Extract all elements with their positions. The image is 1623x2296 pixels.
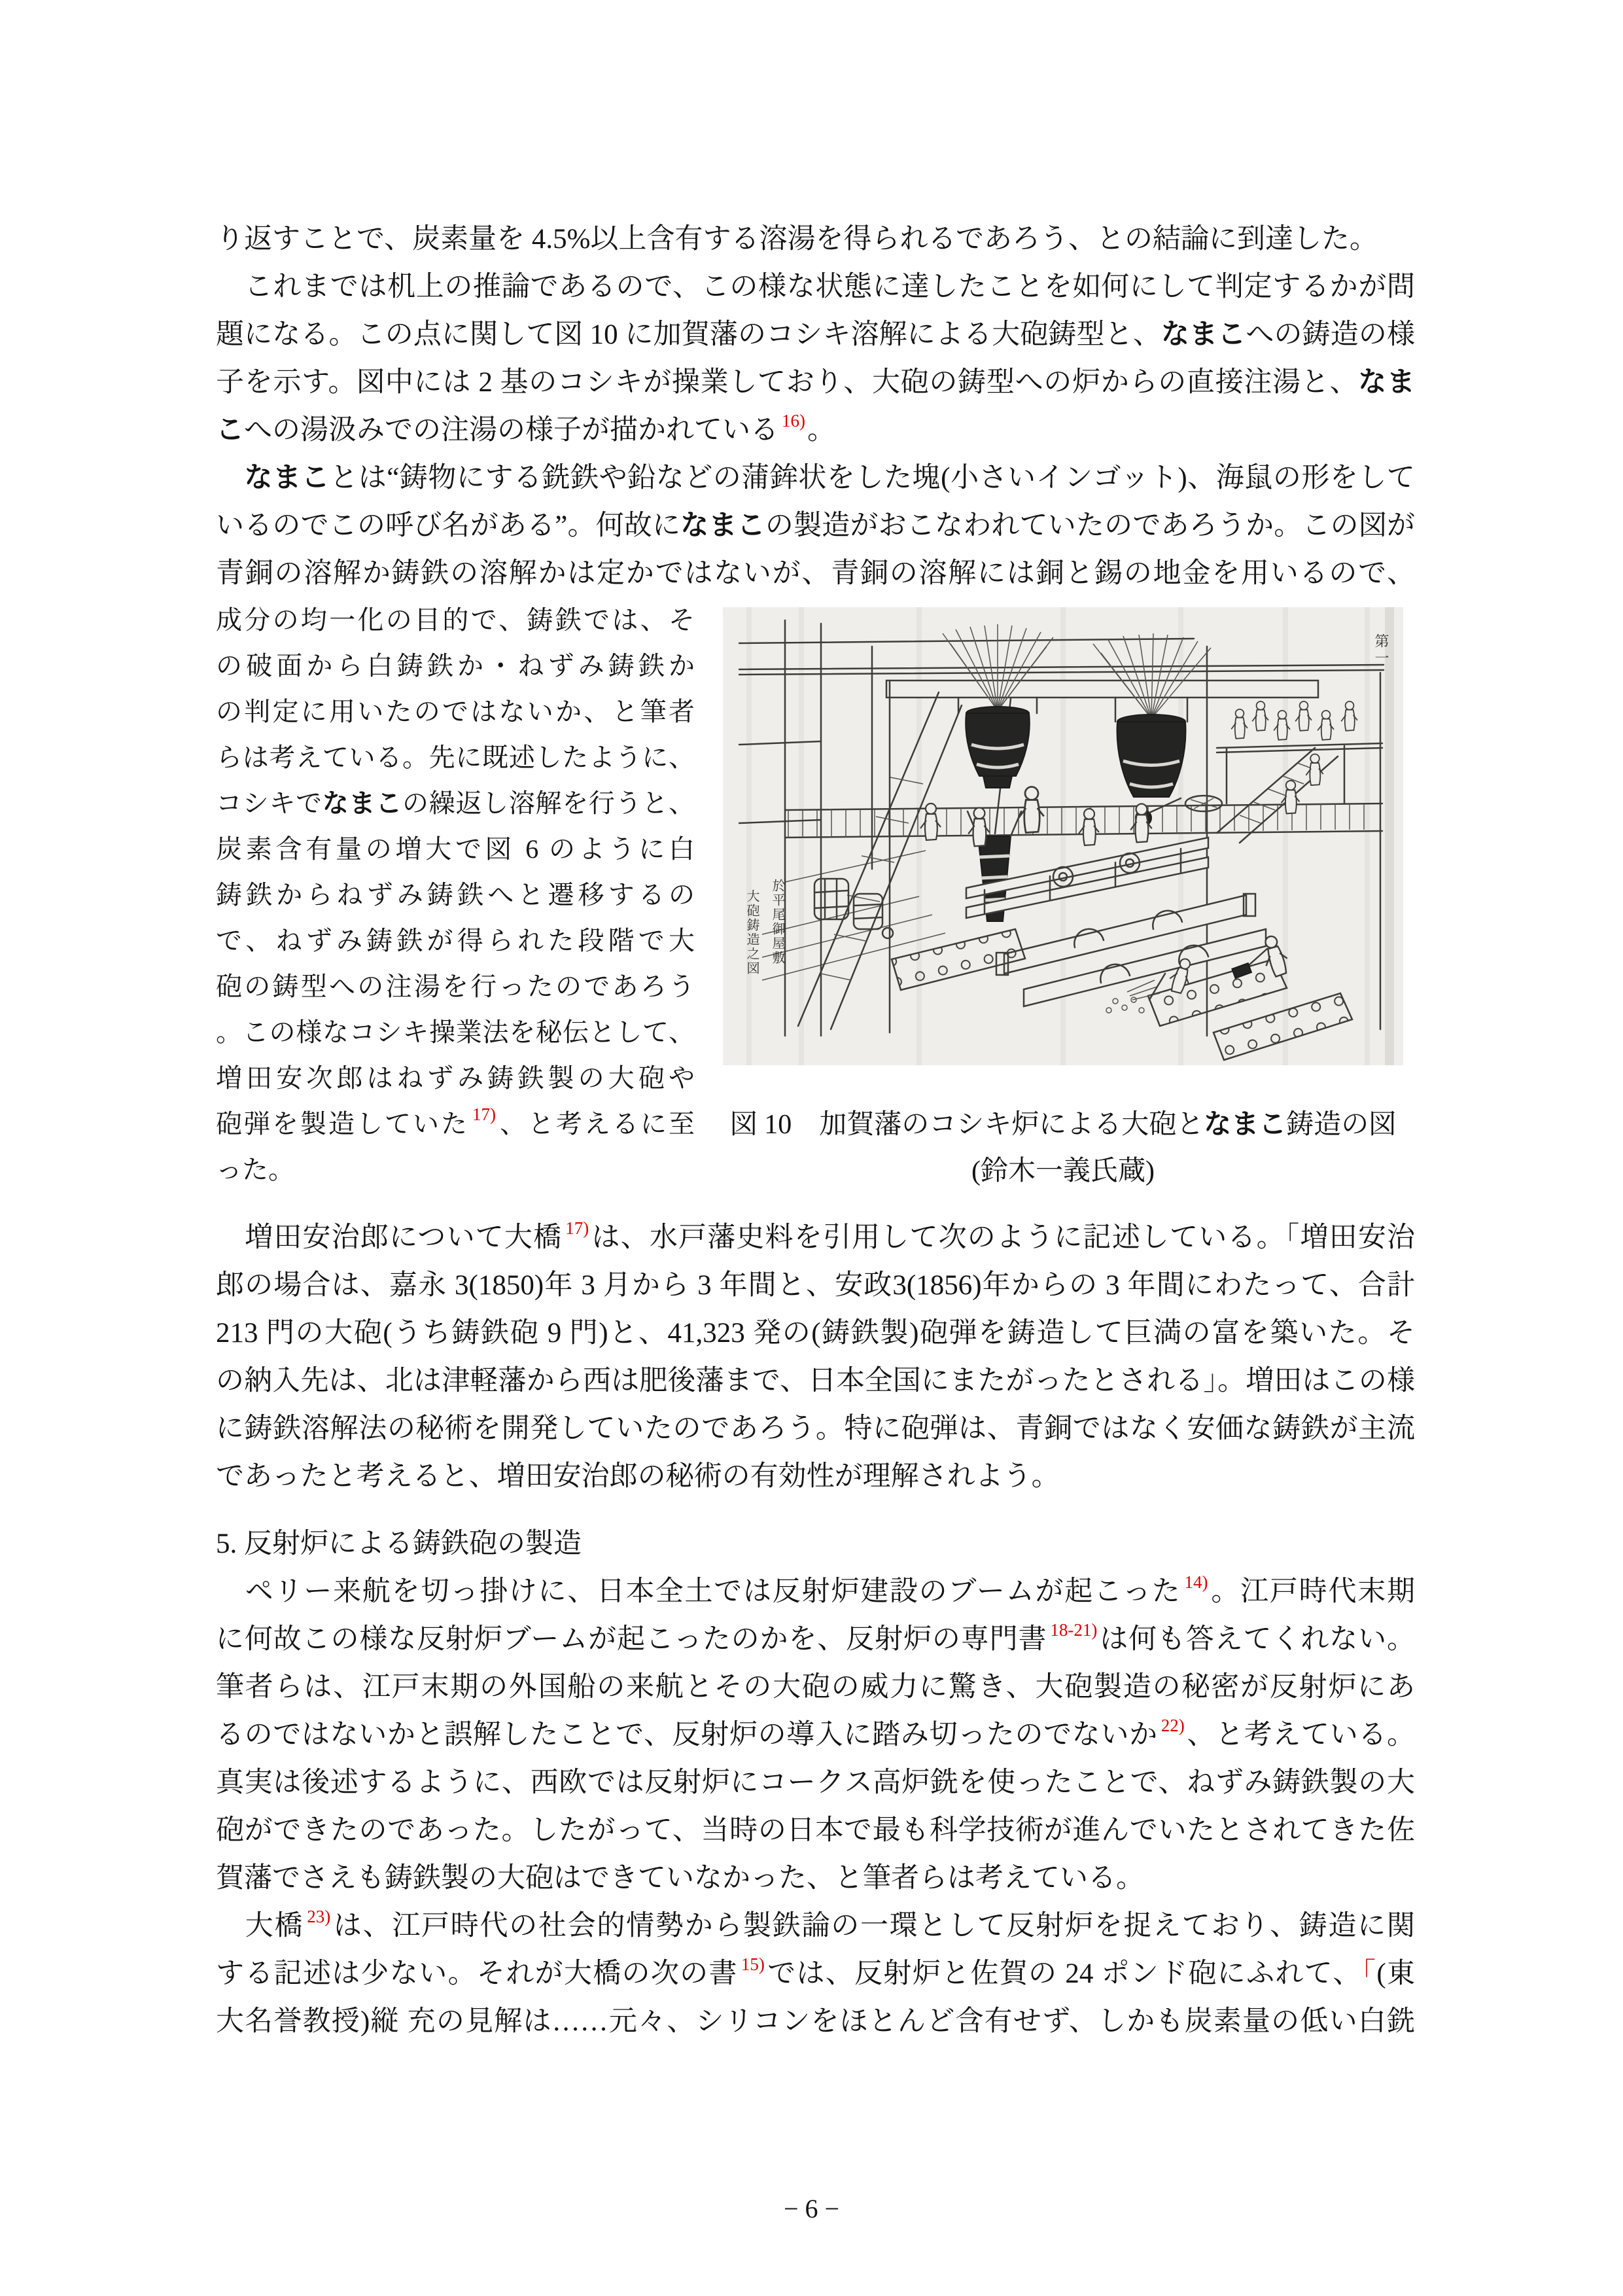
emphasis-text: こ [216,414,244,446]
text-line [216,1711,1415,1759]
text-segment: 賀藩でさえも鋳鉄製の大砲はできていなかった、と筆者らは考えている。 [216,1863,1144,1894]
text-segment: 砲ができたのであった。したがって、当時の日本で最も科学技術が進んでいたとされてきた佐 [216,1815,1415,1846]
text-line [216,964,695,1010]
text-segment: の納入先は、北は津軽藩から西は肥後藩まで、日本全国にまたがったとされる」。増田はこの様 [216,1366,1415,1396]
reference-marker: 22) [1161,1716,1185,1735]
text-segment: 青銅の溶解か鋳鉄の溶解かは定かではないが、青銅の溶解には銅と錫の地金を用いるので、 [216,558,1415,589]
text-line [216,1663,1415,1711]
spacer [216,1500,1415,1520]
figure-10-illustration [723,607,1403,1065]
text-segment: 鋳鉄からねずみ鋳鉄へと遷移するの [216,880,695,910]
text-segment: 砲弾を製造していた [216,1109,469,1139]
text-segment: 大橋 [216,1911,304,1941]
text-segment: 筆者らは、江戸末期の外国船の来航とその大砲の威力に驚き、大砲製造の秘密が反射炉にあ [216,1672,1415,1703]
text-line [216,1854,1415,1902]
text-segment: では、反射炉と佐賀の 24 ポンド砲にふれて、 [766,1958,1362,1989]
text-segment: 。 [807,415,835,446]
text-segment: の製造がおこなわれていたのであろうか。この図が [765,510,1415,541]
text-line [216,1950,1415,1998]
text-segment: で、ねずみ鋳鉄が得られた段階で大 [216,926,695,955]
text-segment: の繰返し溶解を行うと、 [402,788,695,818]
text-line [216,454,1415,502]
text-segment: り返すことで、炭素量を 4.5%以上含有する溶湯を得られるであろう、との結論に到達した。 [216,224,1378,255]
text-segment: に何故この様な反射炉ブームが起こったのかを、反射炉の専門書 [216,1624,1047,1655]
reference-marker: 16) [782,411,805,431]
text-segment: 。この様なコシキ操業法を秘伝として、 [216,1017,695,1047]
text-line [216,1616,1415,1663]
text-segment: 題になる。この点に関して図 10 に加賀藩のコシキ溶解による大砲鋳型と、 [216,319,1161,350]
text-segment: った。 [216,1155,294,1184]
text-line [216,1759,1415,1807]
text-segment: (鈴木一義氏蔵) [971,1156,1155,1186]
text-line [216,311,1415,359]
text-segment: (東 [1376,1958,1415,1989]
reference-marker: 18-21) [1050,1620,1098,1640]
text-segment: 鋳造の図 [1286,1110,1397,1140]
text-line [216,1010,695,1055]
text-line [216,1147,695,1193]
text-line [216,1902,1415,1950]
text-segment: であったと考えると、増田安治郎の秘術の有効性が理解されよう。 [216,1461,1060,1492]
text-line [216,215,1415,263]
figure-calligraphy [742,879,787,976]
text-segment: する記述は少ない。それが大橋の次の書 [216,1958,738,1989]
figure-plate-label: 第一 [1373,633,1389,667]
text-segment: コシキで [216,788,323,818]
reference-marker: 17) [472,1104,496,1124]
text-line [216,1568,1415,1616]
reference-marker: 23) [307,1907,331,1926]
text-segment: への鋳造の様 [1246,319,1415,350]
text-segment: 、と考えている。 [1186,1720,1415,1750]
paragraph-block-top [216,215,1415,597]
text-line [216,1101,695,1147]
text-segment: は何も答えてくれない。 [1099,1624,1415,1655]
text-segment: 炭素含有量の増大で図 6 のように白 [216,834,695,864]
emphasis-text: なまこ [1204,1108,1287,1139]
text-segment: 増田安次郎はねずみ鋳鉄製の大砲や [216,1063,695,1093]
text-segment: とは“鋳物にする銑鉄や鉛などの蒲鉾状をした塊(小さいインゴット)、海鼠の形をして [330,463,1415,493]
text-segment: らは考えている。先に既述したように、 [216,743,695,772]
reference-marker: 17) [565,1218,589,1238]
text-segment: いるのでこの呼び名がある”。何故に [216,510,681,541]
text-segment: は、水戸藩史料を引用して次のように記述している。「増田安治 [591,1222,1415,1253]
text-line [216,1453,1415,1500]
emphasis-text: なま [1358,366,1415,398]
text-line [216,643,695,689]
text-line [216,263,1415,311]
text-segment: 大名誉教授)縦 充の見解は……元々、シリコンをほとんど含有せず、しかも炭素量の低い白銑 [216,2006,1415,2037]
reference-marker: 14) [1184,1572,1208,1592]
text-segment: 。江戸時代末期 [1210,1576,1415,1607]
text-segment: 砲の鋳型への注湯を行ったのであろう [216,972,695,1001]
text-segment: るのではないかと誤解したことで、反射炉の導入に踏み切ったのでないか [216,1720,1158,1750]
text-line [216,502,1415,550]
text-segment: は、江戸時代の社会的情勢から製鉄論の一環として反射炉を捉えており、鋳造に関 [332,1911,1415,1941]
text-line [723,1148,1403,1195]
text-line [216,1998,1415,2045]
text-line [216,1214,1415,1262]
text-line [216,689,695,735]
figure-calligraphy-left: 大砲鋳造之図 [744,889,759,976]
figure-caption [723,1101,1403,1195]
text-segment: 213 門の大砲(うち鋳鉄砲 9 門)と、41,323 発の(鋳鉄製)砲弾を鋳造して巨満の富を築いた。そ [216,1318,1415,1349]
text-line [216,1357,1415,1405]
text-line [723,1101,1403,1148]
text-segment: 、と考えるに至 [498,1109,695,1139]
page-number: − 6 − [783,2194,840,2223]
text-segment: 郎の場合は、嘉永 3(1850)年 3 月から 3 年間と、安政3(1856)年からの 3 年間にわたって、合計 [216,1270,1415,1301]
text-line [216,359,1415,406]
text-segment: ペリー来航を切っ掛けに、日本全土では反射炉建設のブームが起こった [216,1576,1181,1607]
text-line [216,1309,1415,1357]
paragraph-block-bottom [216,1214,1415,2045]
emphasis-text: なまこ [244,462,330,493]
paragraph-block-left-column [216,597,695,1193]
section-heading [216,1520,1415,1568]
text-line [216,406,1415,454]
text-segment: 図 10 加賀藩のコシキ炉による大砲と [729,1110,1204,1140]
text-line [216,1055,695,1101]
text-segment: の判定に用いたのではないか、と筆者 [216,697,695,726]
text-line [216,550,1415,597]
text-line [216,597,695,643]
emphasis-text: なまこ [1161,319,1246,350]
emphasis-text: なまこ [322,789,402,818]
figure-calligraphy-right: 於平尾御屋敷 [770,879,784,965]
text-line [216,1405,1415,1453]
text-line [216,1807,1415,1854]
reference-marker: 15) [741,1954,765,1974]
text-segment [216,463,245,493]
foundry-illustration [723,607,1403,1065]
text-segment: 子を示す。図中には 2 基のコシキが操業しており、大砲の鋳型への炉からの直接注湯と、 [216,367,1359,398]
text-line [216,918,695,964]
text-segment: に鋳鉄溶解法の秘術を開発していたのであろう。特に砲弾は、青銅ではなく安価な鋳鉄が主流 [216,1413,1415,1444]
text-line [216,872,695,918]
red-bracket: 「 [1361,1958,1377,1989]
text-segment: 成分の均一化の目的で、鋳鉄では、そ [216,605,695,635]
text-segment: の破面から白鋳鉄か・ねずみ鋳鉄か [216,651,695,680]
emphasis-text: なまこ [680,510,765,541]
text-line [216,735,695,781]
text-line [216,1262,1415,1309]
text-segment: 5. 反射炉による鋳鉄砲の製造 [216,1528,582,1559]
text-segment: これまでは机上の推論であるので、この様な状態に達したことを如何にして判定するかが問 [216,272,1415,302]
text-segment: への湯汲みでの注湯の様子が描かれている [244,415,778,446]
text-segment: 真実は後述するように、西欧では反射炉にコークス高炉銑を使ったことで、ねずみ鋳鉄製の大 [216,1767,1415,1798]
text-line [216,826,695,872]
text-segment: 増田安治郎について大橋 [216,1222,563,1253]
text-line [216,781,695,826]
